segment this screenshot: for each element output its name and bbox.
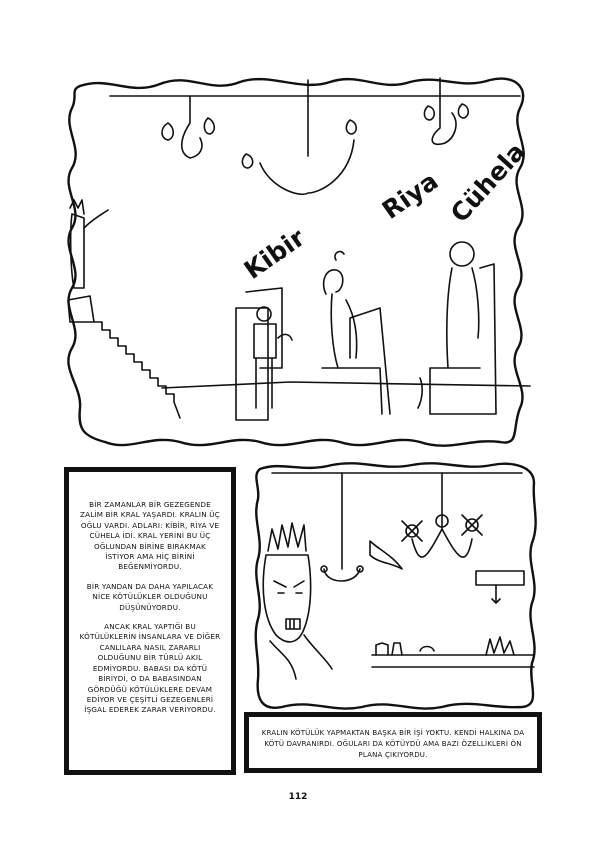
bird-drawing xyxy=(370,541,402,569)
hanging-lamp-right xyxy=(424,78,468,144)
cuhela-figure xyxy=(418,242,496,414)
story-paragraph-1: BİR ZAMANLAR BİR GEZEGENDE ZALİM BİR KRAL YAŞARDI. KRALIN ÜÇ OĞLU VARDI. ADLARI: KİBİR, RİYA VE CÜHELA İDİ. KRAL YERİNİ BU ÜÇ OĞLUNDAN BİRİNE BIRAKMAK İSTİYOR AMA HİÇ BİRİNİ BEĞENMİYORDU. xyxy=(80,500,220,572)
sign-board xyxy=(476,571,524,603)
caption-box xyxy=(244,712,542,773)
riya-figure xyxy=(322,252,390,414)
right-panel-drawing xyxy=(252,459,542,713)
top-panel-drawing xyxy=(50,68,550,454)
caption-text: KRALIN KÖTÜLÜK YAPMAKTAN BAŞKA BİR İŞİ YOKTU. KENDİ HALKINA DA KÖTÜ DAVRANIRDI. OĞULARI DA KÖTÜYDÜ AMA BAZI ÖZELLİKLERİ ÖN PLANA ÇIKIYORDU. xyxy=(261,729,525,759)
hanging-lamp-center xyxy=(242,80,356,194)
right-comic-panel xyxy=(252,459,542,713)
story-text xyxy=(79,500,221,725)
floor-line xyxy=(162,382,530,388)
hanging-lamp-left xyxy=(162,96,214,158)
label-riya: Riya xyxy=(376,166,444,225)
king-face xyxy=(263,523,332,679)
page-number: 112 xyxy=(288,792,308,802)
story-paragraph-2: BİR YANDAN DA DAHA YAPILACAK NİCE KÖTÜLÜKLER OLDUĞUNU DÜŞÜNÜYORDU. xyxy=(86,581,214,612)
top-comic-panel xyxy=(50,68,550,454)
chandelier-left xyxy=(321,473,363,581)
story-text-box xyxy=(64,467,236,775)
kibir-figure xyxy=(236,288,292,420)
chandelier-right xyxy=(402,473,482,557)
wavy-frame-right xyxy=(256,463,536,708)
label-cuhela: Cühela xyxy=(444,137,531,229)
wavy-frame xyxy=(68,79,523,446)
table-drawing xyxy=(372,637,534,667)
staircase xyxy=(94,322,180,418)
label-kibir: Kibir xyxy=(238,222,311,285)
story-paragraph-3: ANCAK KRAL YAPTIĞI BU KÖTÜLÜKLERİN İNSANLARA VE DİĞER CANLILARA NASIL ZARARLI OLDUĞUNU BİR TÜRLÜ AKIL EDMİYORDU. BABASI DA KÖTÜ BİRİYDİ, O DA BABASINDAN GÖRDÜĞÜ KÖTÜLÜKLERE DEVAM EDİYOR VE ÇEŞİTLİ GEZEGENLERİ İŞGAL EDEREK ZARAR VERİYORDU. xyxy=(79,622,221,715)
